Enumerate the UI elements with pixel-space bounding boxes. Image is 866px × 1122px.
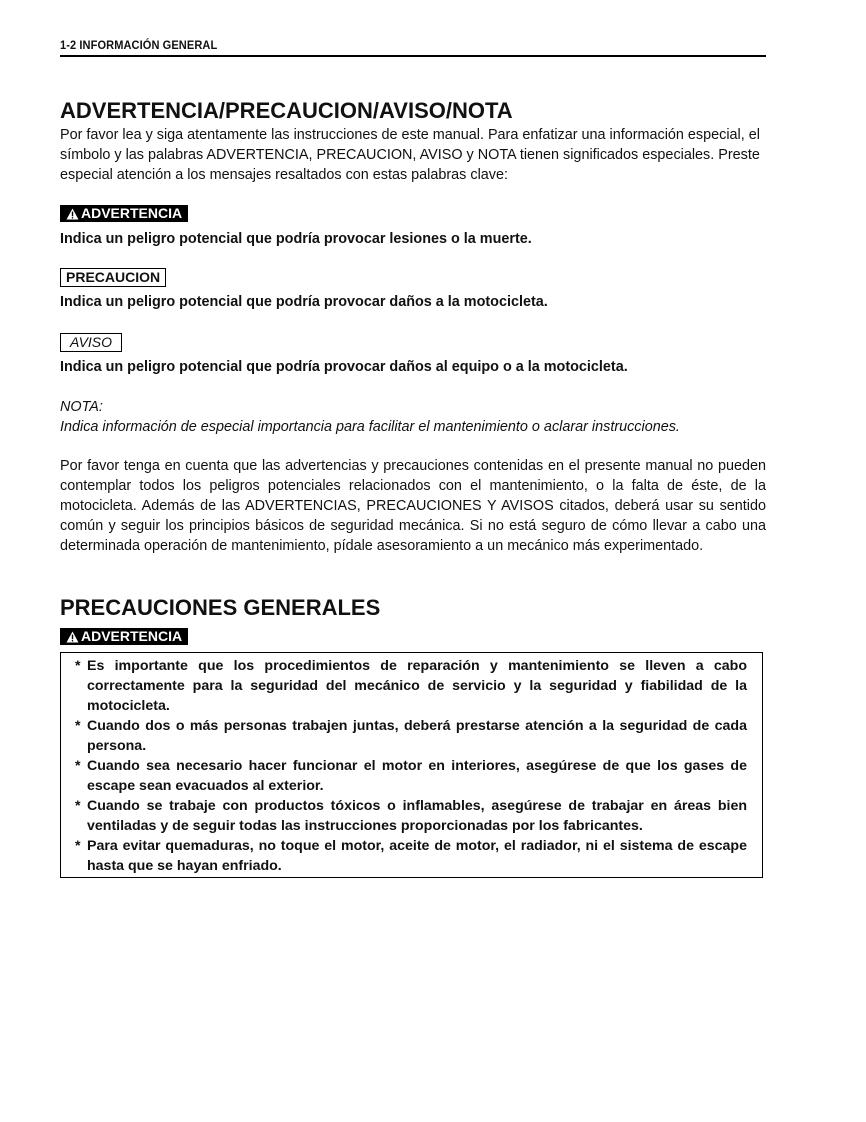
general-advertencia-label — [60, 628, 188, 645]
list-item-text: Cuando se trabaje con productos tóxicos o inflamables, asegúrese de trabajar en áreas bien ventiladas y de seguir todas las instrucciones proporcionadas por los fabricantes. — [87, 798, 747, 834]
list-item — [75, 656, 747, 716]
list-item-text: Es importante que los procedimientos de reparación y mantenimiento se lleven a cabo correctamente para la seguridad del mecánico de servicio y la seguridad y fiabilidad de la motocicleta. — [87, 658, 747, 714]
section-title-warnings: ADVERTENCIA/PRECAUCION/AVISO/NOTA — [60, 98, 513, 123]
nota-description: Indica información de especial importancia para facilitar el mantenimiento o aclarar instrucciones. — [60, 419, 680, 435]
list-item — [75, 836, 747, 876]
advertencia-label — [60, 205, 188, 222]
closing-paragraph: Por favor tenga en cuenta que las advertencias y precauciones contenidas en el presente manual no pueden contemplar todos los peligros potenciales relacionados con el mantenimiento, o la falta de éste, de la motocicleta. Además de las ADVERTENCIAS, PRECAUCIONES Y AVISOS citados, deberá usar su sentido común y seguir los principios básicos de seguridad mecánica. Si no está seguro de cómo llevar a cabo una determinada operación de mantenimiento, pídale asesoramiento a un mecánico más experimentado. — [60, 458, 766, 554]
nota-label: NOTA: — [60, 399, 103, 415]
aviso-label: AVISO — [60, 333, 122, 352]
general-advertencia-label-text: ADVERTENCIA — [81, 628, 183, 644]
aviso-description: Indica un peligro potencial que podría provocar daños al equipo o a la motocicleta. — [60, 359, 628, 375]
list-item-text: Para evitar quemaduras, no toque el motor, aceite de motor, el radiador, ni el sistema de escape hasta que se hayan enfriado. — [87, 838, 747, 874]
intro-paragraph: Por favor lea y siga atentamente las instrucciones de este manual. Para enfatizar una información especial, el símbolo y las palabras ADVERTENCIA, PRECAUCION, AVISO y NOTA tienen significados especiales. Preste especial atención a los mensajes resaltados con estas palabras clave: — [60, 127, 760, 183]
precautions-list — [75, 656, 747, 876]
list-item — [75, 716, 747, 756]
warning-triangle-icon — [66, 631, 79, 643]
advertencia-description: Indica un peligro potencial que podría provocar lesiones o la muerte. — [60, 231, 532, 247]
list-item — [75, 796, 747, 836]
warning-triangle-icon — [66, 208, 79, 220]
list-item-text: Cuando dos o más personas trabajen juntas, deberá prestarse atención a la seguridad de cada persona. — [87, 718, 747, 754]
bullet-asterisk: * — [75, 658, 81, 674]
bullet-asterisk: * — [75, 798, 81, 814]
bullet-asterisk: * — [75, 838, 81, 854]
header-rule — [60, 55, 766, 57]
bullet-asterisk: * — [75, 758, 81, 774]
advertencia-label-text: ADVERTENCIA — [81, 205, 183, 221]
section-title-general-precautions: PRECAUCIONES GENERALES — [60, 595, 381, 620]
bullet-asterisk: * — [75, 718, 81, 734]
list-item — [75, 756, 747, 796]
list-item-text: Cuando sea necesario hacer funcionar el motor en interiores, asegúrese de que los gases de escape sean evacuados al exterior. — [87, 758, 747, 794]
general-warning-box — [60, 652, 763, 878]
precaucion-description: Indica un peligro potencial que podría provocar daños a la motocicleta. — [60, 294, 548, 310]
precaucion-label: PRECAUCION — [60, 268, 166, 287]
running-header: 1-2 INFORMACIÓN GENERAL — [60, 38, 218, 52]
